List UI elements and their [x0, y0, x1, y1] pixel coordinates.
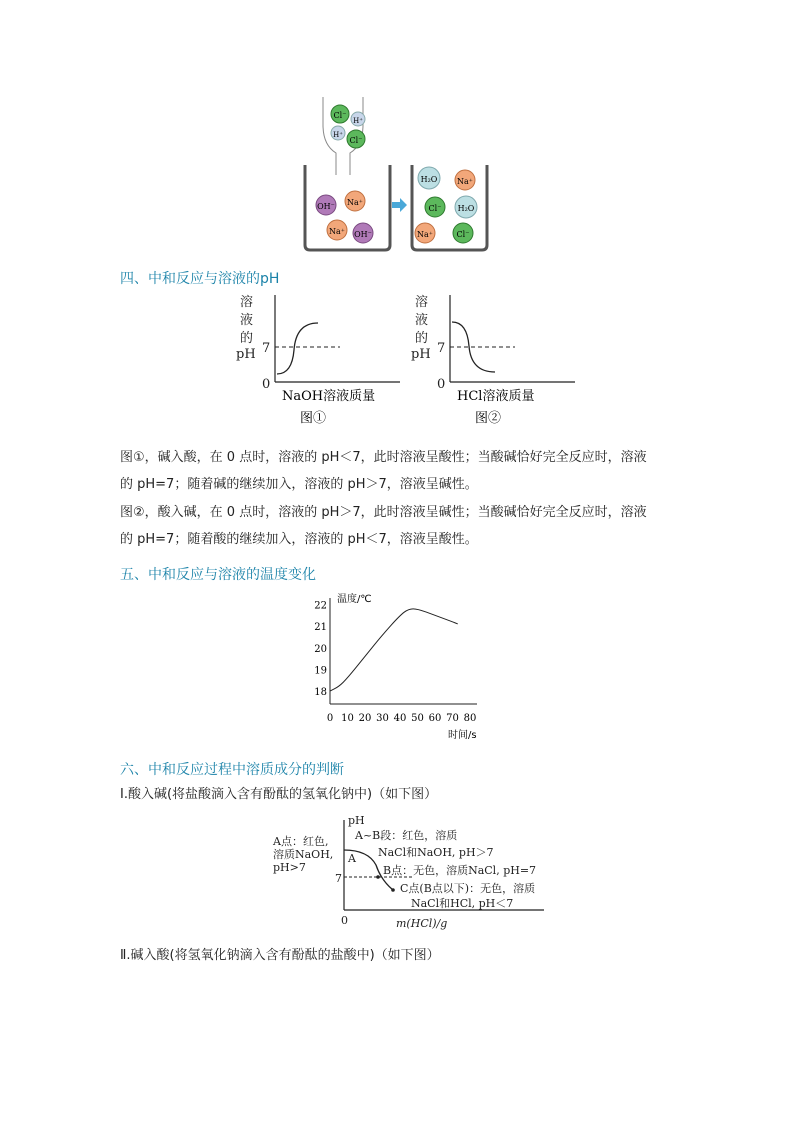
svg-text:Cl⁻: Cl⁻ [333, 111, 347, 120]
x-tick-label: 40 [393, 713, 407, 724]
y-tick-label: 22 [314, 600, 327, 612]
svg-text:Cl⁻: Cl⁻ [349, 136, 363, 145]
svg-text:0: 0 [262, 377, 271, 392]
svg-text:液: 液 [240, 313, 254, 328]
section4-heading: 四、中和反应与溶液的pH [120, 271, 280, 287]
acid-into-base-ph-diagram [268, 810, 568, 935]
svg-text:Na⁺: Na⁺ [347, 198, 363, 207]
svg-text:H⁺: H⁺ [333, 131, 343, 139]
svg-text:pH: pH [411, 347, 431, 362]
svg-text:Cl⁻: Cl⁻ [456, 230, 470, 239]
x-tick-label: 80 [463, 713, 477, 724]
svg-text:A点：红色,: A点：红色, [273, 835, 329, 848]
temperature-chart [305, 588, 505, 748]
y-tick-label: 19 [314, 665, 327, 677]
svg-text:图②: 图② [475, 411, 502, 426]
svg-text:溶: 溶 [415, 295, 429, 310]
x-tick-label: 0 [326, 713, 334, 724]
svg-text:溶质NaOH,: 溶质NaOH, [273, 848, 334, 861]
neutralization-beaker-illustration [300, 95, 500, 255]
svg-text:H₂O: H₂O [457, 204, 475, 213]
svg-text:OH⁻: OH⁻ [317, 202, 335, 211]
svg-text:Cl⁻: Cl⁻ [428, 204, 442, 213]
x-tick-label: 70 [446, 713, 459, 724]
paragraph-fig2-line2: 的 pH=7；随着酸的继续加入，溶液的 pH＜7，溶液呈酸性。 [120, 532, 478, 547]
svg-text:NaCl和HCl, pH＜7: NaCl和HCl, pH＜7 [411, 897, 514, 910]
svg-text:m(HCl)/g: m(HCl)/g [396, 917, 448, 930]
svg-text:7: 7 [437, 341, 446, 356]
svg-text:C点(B点以下)：无色，溶质: C点(B点以下)：无色，溶质 [400, 882, 536, 895]
svg-text:7: 7 [335, 872, 342, 885]
y-tick-label: 21 [314, 622, 327, 634]
x-tick-label: 10 [341, 713, 354, 724]
ph-figure-1 [230, 290, 410, 430]
paragraph-fig1-line1: 图①，碱入酸，在 0 点时，溶液的 pH＜7，此时溶液呈酸性；当酸碱恰好完全反应时，溶液 [120, 450, 647, 465]
svg-text:0: 0 [341, 914, 348, 927]
subsection-acid-into-base: Ⅰ.酸入碱(将盐酸滴入含有酚酞的氢氧化钠中)（如下图） [120, 787, 438, 802]
svg-text:0: 0 [437, 377, 446, 392]
svg-text:OH⁻: OH⁻ [354, 230, 372, 239]
chart-ylabel: 温度/℃ [337, 594, 372, 605]
svg-text:液: 液 [415, 313, 429, 328]
temperature-series-line [330, 609, 458, 691]
svg-text:A: A [348, 852, 356, 865]
section6-heading: 六、中和反应过程中溶质成分的判断 [120, 762, 344, 778]
svg-text:NaOH溶液质量: NaOH溶液质量 [282, 389, 376, 404]
svg-text:pH>7: pH>7 [273, 861, 306, 874]
svg-text:pH: pH [236, 347, 256, 362]
x-tick-label: 50 [411, 713, 424, 724]
svg-text:H₂O: H₂O [420, 175, 438, 184]
svg-text:Na⁺: Na⁺ [417, 230, 433, 239]
svg-text:B点：无色，溶质NaCl, pH=7: B点：无色，溶质NaCl, pH=7 [383, 864, 537, 877]
section5-heading: 五、中和反应与溶液的温度变化 [120, 567, 316, 583]
y-tick-label: 18 [314, 687, 327, 699]
svg-text:H⁺: H⁺ [353, 117, 363, 125]
paragraph-fig2-line1: 图②，酸入碱，在 0 点时，溶液的 pH＞7，此时溶液呈碱性；当酸碱恰好完全反应时，溶液 [120, 505, 647, 520]
x-tick-label: 20 [358, 713, 372, 724]
svg-text:溶: 溶 [240, 295, 254, 310]
svg-text:HCl溶液质量: HCl溶液质量 [457, 389, 535, 404]
x-tick-label: 60 [428, 713, 442, 724]
chart-xlabel: 时间/s [448, 730, 477, 741]
paragraph-fig1-line2: 的 pH=7；随着碱的继续加入，溶液的 pH＞7，溶液呈碱性。 [120, 477, 478, 492]
svg-text:图①: 图① [300, 411, 327, 426]
svg-text:NaCl和NaOH, pH＞7: NaCl和NaOH, pH＞7 [378, 846, 494, 859]
svg-text:Na⁺: Na⁺ [457, 177, 473, 186]
svg-text:pH: pH [348, 814, 365, 827]
ph-figure-2 [405, 290, 585, 430]
subsection-base-into-acid: Ⅱ.碱入酸(将氢氧化钠滴入含有酚酞的盐酸中)（如下图） [120, 948, 440, 963]
y-tick-label: 20 [314, 643, 327, 655]
svg-text:7: 7 [262, 341, 271, 356]
svg-text:的: 的 [240, 331, 254, 346]
svg-text:Na⁺: Na⁺ [329, 227, 345, 236]
svg-text:A~B段：红色，溶质: A~B段：红色，溶质 [355, 829, 458, 842]
svg-text:的: 的 [415, 331, 429, 346]
x-tick-label: 30 [376, 713, 389, 724]
